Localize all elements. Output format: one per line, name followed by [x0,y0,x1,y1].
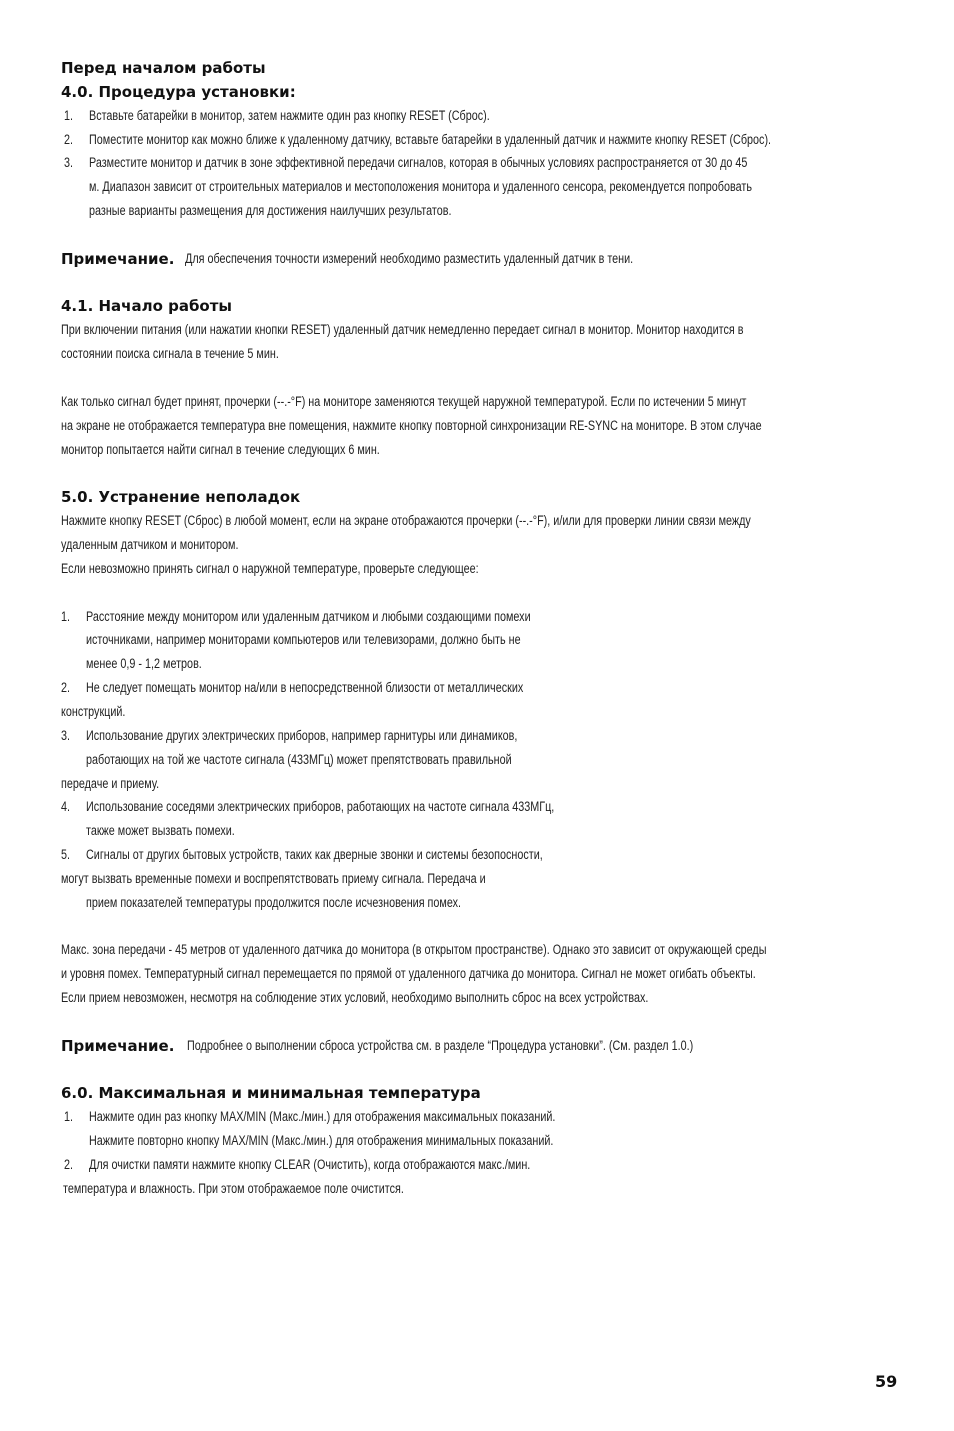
list-number: 2. [64,132,74,147]
list-item: Расстояние между монитором или удаленным датчиком и любыми создающими помехи [86,609,531,624]
trouble-section-title: 5.0. Устранение неполадок [61,488,301,506]
paragraph-line: При включении питания (или нажатии кнопки RESET) удаленный датчик немедленно передает сигнал в монитор. Монитор находится в [61,322,744,337]
list-number: 4. [61,799,71,814]
list-item: Нажмите один раз кнопку MAX/MIN (Макс./мин.) для отображения максимальных показаний. [89,1109,556,1124]
list-item-continuation: менее 0,9 - 1,2 метров. [86,656,202,671]
note-text: Подробнее о выполнении сброса устройства см. в разделе “Процедура установки”. (См. раздел 1.0.) [187,1038,694,1053]
maxmin-section-title: 6.0. Максимальная и минимальная температура [61,1084,481,1102]
install-section-title: 4.0. Процедура установки: [61,83,296,101]
note-label: Примечание. [61,250,175,268]
list-item-continuation: работающих на той же частоте сигнала (433МГц) может препятствовать правильной [86,752,512,767]
list-item: Вставьте батарейки в монитор, затем нажмите один раз кнопку RESET (Сброс). [89,108,490,123]
paragraph-line: монитор попытается найти сигнал в течение следующих 6 мин. [61,442,380,457]
list-item: Поместите монитор как можно ближе к удаленному датчику, вставьте батарейки в удаленный датчик и нажмите кнопку RESET (Сброс). [89,132,772,147]
list-item-continuation: передаче и приему. [61,776,160,791]
list-number: 1. [64,1109,74,1124]
list-item-continuation: могут вызвать временные помехи и воспрепятствовать приему сигнала. Передача и [61,871,486,886]
list-item-continuation: также может вызвать помехи. [86,823,235,838]
paragraph-line: Макс. зона передачи - 45 метров от удаленного датчика до монитора (в открытом пространстве). Однако это зависит от окружающей среды [61,942,767,957]
paragraph-line: Если прием невозможен, несмотря на соблюдение этих условий, необходимо выполнить сброс на всех устройствах. [61,990,649,1005]
paragraph-line: и уровня помех. Температурный сигнал перемещается по прямой от удаленного датчика до монитора. Сигнал не может огибать объекты. [61,966,756,981]
list-number: 1. [64,108,74,123]
list-item: Для очистки памяти нажмите кнопку CLEAR (Очистить), когда отображаются макс./мин. [89,1157,531,1172]
list-number: 3. [64,155,74,170]
paragraph-line: Как только сигнал будет принят, прочерки (--.-°F) на мониторе заменяются текущей наружной температурой. Если по истечении 5 минут [61,394,747,409]
list-item: Сигналы от других бытовых устройств, таких как дверные звонки и системы безопосности, [86,847,543,862]
list-item: Разместите монитор и датчик в зоне эффективной передачи сигналов, которая в обычных условиях распространяется от 30 до 45 [89,155,748,170]
list-item-continuation: прием показателей температуры продолжится после исчезновения помех. [86,895,461,910]
page-pre-title: Перед началом работы [61,59,266,77]
note-text: Для обеспечения точности измерений необходимо разместить удаленный датчик в тени. [185,251,634,266]
page-number: 59 [875,1372,898,1391]
list-item: Использование других электрических приборов, например гарнитуры или динамиков, [86,728,518,743]
list-item: Не следует помещать монитор на/или в непосредственной близости от металлических [86,680,524,695]
list-item-continuation: разные варианты размещения для достижения наилучших результатов. [89,203,452,218]
list-item-continuation: источниками, например мониторами компьютеров или телевизорами, должно быть не [86,632,521,647]
list-item: Использование соседями электрических приборов, работающих на частоте сигнала 433МГц, [86,799,555,814]
list-number: 3. [61,728,71,743]
list-item-continuation: м. Диапазон зависит от строительных материалов и местоположения монитора и удаленного сенсора, рекомендуется попробовать [89,179,752,194]
list-number: 2. [64,1157,74,1172]
start-section-title: 4.1. Начало работы [61,297,232,315]
paragraph-line: Если невозможно принять сигнал о наружной температуре, проверьте следующее: [61,561,479,576]
note-label: Примечание. [61,1037,175,1055]
list-number: 5. [61,847,71,862]
paragraph-line: на экране не отображается температура вне помещения, нажмите кнопку повторной синхронизации RE-SYNC на мониторе. В этом случае [61,418,762,433]
paragraph-line: состоянии поиска сигнала в течение 5 мин. [61,346,279,361]
list-item-continuation: температура и влажность. При этом отображаемое поле очистится. [63,1181,404,1196]
list-item-continuation: конструкций. [61,704,126,719]
list-number: 2. [61,680,71,695]
list-item-continuation: Нажмите повторно кнопку MAX/MIN (Макс./мин.) для отображения минимальных показаний. [89,1133,554,1148]
paragraph-line: удаленным датчиком и монитором. [61,537,239,552]
list-number: 1. [61,609,71,624]
paragraph-line: Нажмите кнопку RESET (Сброс) в любой момент, если на экране отображаются прочерки (--.-°F), и/или для проверки линии связи между [61,513,751,528]
